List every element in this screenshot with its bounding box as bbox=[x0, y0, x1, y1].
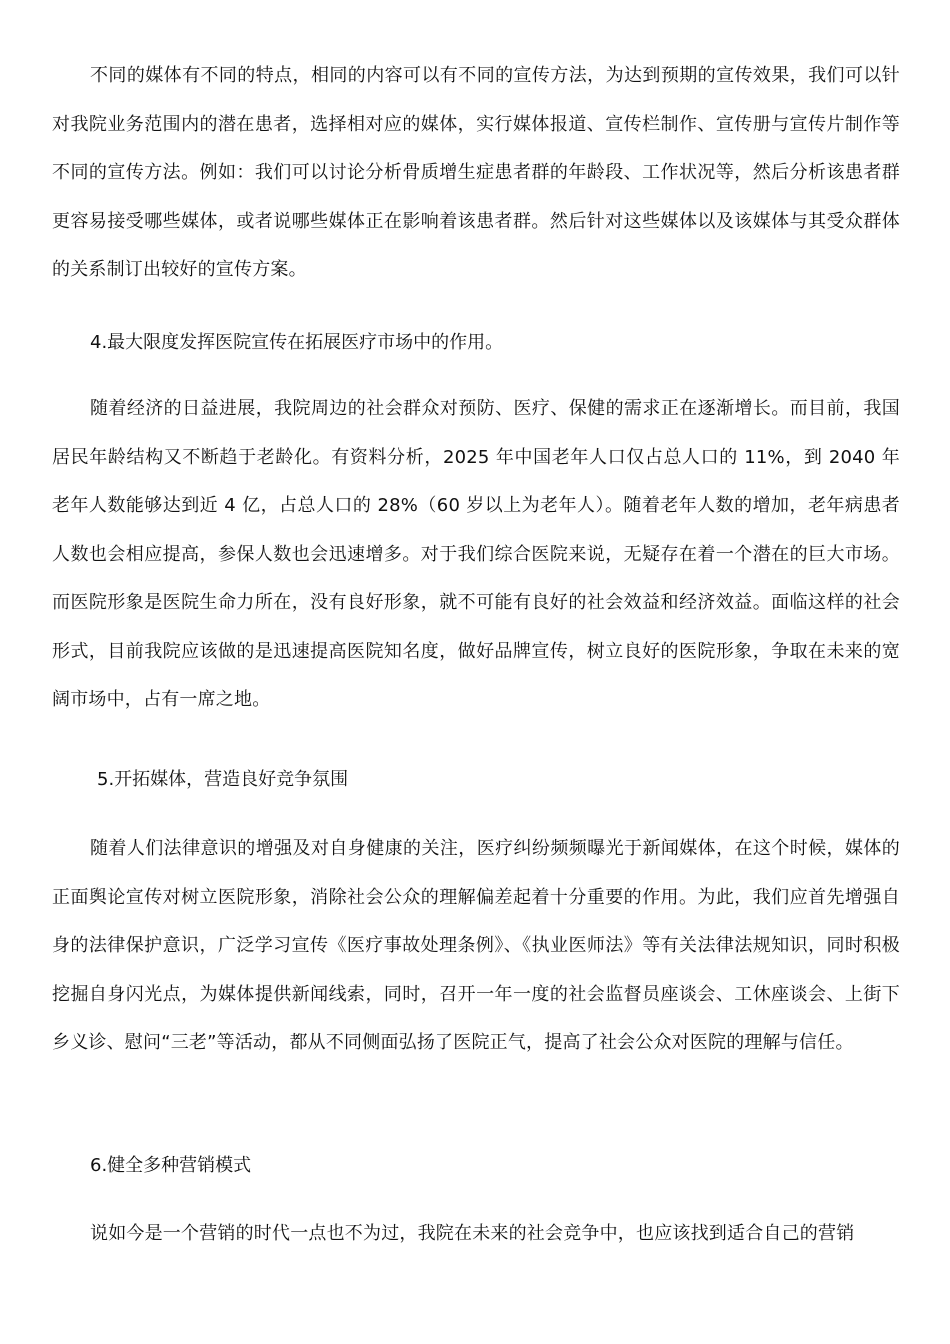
section-heading-4: 4.最大限度发挥医院宣传在拓展医疗市场中的作用。 bbox=[90, 332, 504, 353]
section-heading-6: 6.健全多种营销模式 bbox=[90, 1155, 252, 1176]
paragraph-media-publicity: 随着人们法律意识的增强及对自身健康的关注，医疗纠纷频频曝光于新闻媒体，在这个时候，媒体的正面舆论宣传对树立医院形象，消除社会公众的理解偏差起着十分重要的作用。为此，我们应首先增强自身的法律保护意识，广泛学习宣传《医疗事故处理条例》、《执业医师法》等有关法律法规知识，同时积极挖掘自身闪光点，为媒体提供新闻线索，同时，召开一年一度的社会监督员座谈会、工休座谈会、上街下乡义诊、慰问“三老”等活动，都从不同侧面弘扬了医院正气，提高了社会公众对医院的理解与信任。 bbox=[52, 838, 900, 1053]
paragraph-media-methods: 不同的媒体有不同的特点，相同的内容可以有不同的宣传方法，为达到预期的宣传效果，我们可以针对我院业务范围内的潜在患者，选择相对应的媒体，实行媒体报道、宣传栏制作、宣传册与宣传片制作等不同的宣传方法。例如：我们可以讨论分析骨质增生症患者群的年龄段、工作状况等，然后分析该患者群更容易接受哪些媒体，或者说哪些媒体正在影响着该患者群。然后针对这些媒体以及该媒体与其受众群体的关系制订出较好的宣传方案。 bbox=[52, 65, 900, 280]
section-heading-5: 5.开拓媒体，营造良好竞争氛围 bbox=[97, 769, 349, 790]
paragraph-marketing: 说如今是一个营销的时代一点也不为过，我院在未来的社会竞争中，也应该找到适合自己的营销 bbox=[90, 1223, 855, 1244]
paragraph-medical-market: 随着经济的日益进展，我院周边的社会群众对预防、医疗、保健的需求正在逐渐增长。而目前，我国居民年龄结构又不断趋于老龄化。有资料分析，2025 年中国老年人口仅占总人口的 11%，到 2040 年老年人数能够达到近 4 亿，占总人口的 28%（60 岁以上为老年人）。随着老年人数的增加，老年病患者人数也会相应提高，参保人数也会迅速增多。对于我们综合医院来说，无疑存在着一个潜在的巨大市场。而医院形象是医院生命力所在，没有良好形象，就不可能有良好的社会效益和经济效益。面临这样的社会形式，目前我院应该做的是迅速提高医院知名度，做好品牌宣传，树立良好的医院形象，争取在未来的宽阔市场中，占有一席之地。 bbox=[52, 398, 900, 710]
